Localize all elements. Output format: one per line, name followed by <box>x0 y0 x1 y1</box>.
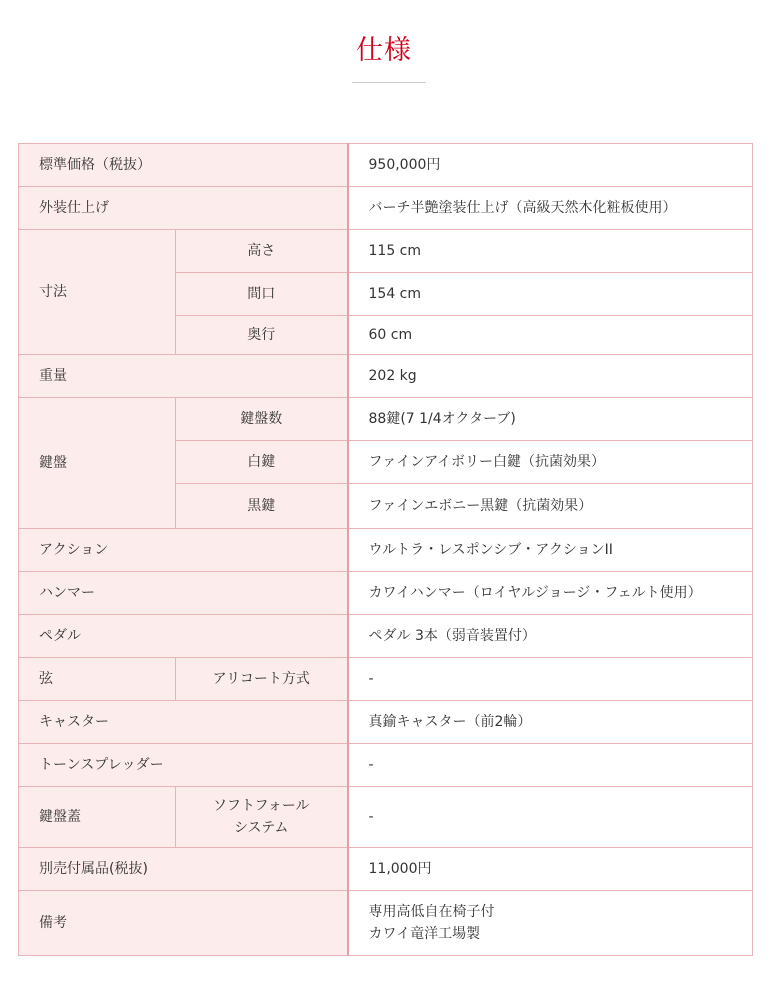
table-row <box>19 848 753 891</box>
row-label: 別売付属品(税抜) <box>19 848 348 891</box>
row-value: - <box>348 658 753 701</box>
sub-label-line-2: システム <box>233 820 289 836</box>
row-value: ファインエボニー黒鍵（抗菌効果） <box>348 484 753 529</box>
table-row <box>19 355 753 398</box>
sub-label: 鍵盤数 <box>176 398 348 441</box>
sub-label: アリコート方式 <box>176 658 348 701</box>
table-row <box>19 398 753 441</box>
notes-line-1: 専用高低自在椅子付 <box>368 904 495 920</box>
table-row <box>19 891 753 956</box>
table-row <box>19 787 753 848</box>
row-label: 外装仕上げ <box>19 187 348 230</box>
row-value: 11,000円 <box>348 848 753 891</box>
row-value: ウルトラ・レスポンシブ・アクションII <box>348 529 753 572</box>
sub-label-line-1: ソフトフォール <box>212 798 310 814</box>
row-value: ペダル 3本（弱音装置付） <box>348 615 753 658</box>
row-label: 重量 <box>19 355 348 398</box>
row-label: 鍵盤蓋 <box>19 787 176 848</box>
sub-label: 奥行 <box>176 316 348 355</box>
sub-label <box>176 787 348 848</box>
row-value: 真鍮キャスター（前2輪） <box>348 701 753 744</box>
table-row <box>19 187 753 230</box>
table-row <box>19 572 753 615</box>
notes-line-2: カワイ竜洋工場製 <box>368 926 481 942</box>
row-label: 備考 <box>19 891 348 956</box>
row-label: 弦 <box>19 658 176 701</box>
title-divider <box>352 82 426 83</box>
row-value: 154 cm <box>348 273 753 316</box>
row-label: ハンマー <box>19 572 348 615</box>
table-row <box>19 529 753 572</box>
sub-label: 間口 <box>176 273 348 316</box>
row-value: - <box>348 744 753 787</box>
table-row <box>19 615 753 658</box>
row-value: 115 cm <box>348 230 753 273</box>
row-value: バーチ半艶塗装仕上げ（高級天然木化粧板使用） <box>348 187 753 230</box>
table-row <box>19 701 753 744</box>
page-title: 仕様 <box>356 35 412 66</box>
row-value: ファインアイボリー白鍵（抗菌効果） <box>348 441 753 484</box>
row-label: キャスター <box>19 701 348 744</box>
row-value: - <box>348 787 753 848</box>
table-row <box>19 230 753 273</box>
row-label: 標準価格（税抜） <box>19 144 348 187</box>
row-label: ペダル <box>19 615 348 658</box>
table-row <box>19 744 753 787</box>
spec-table <box>18 143 753 956</box>
sub-label: 白鍵 <box>176 441 348 484</box>
row-value: 60 cm <box>348 316 753 355</box>
sub-label: 黒鍵 <box>176 484 348 529</box>
row-value <box>348 891 753 956</box>
table-row <box>19 658 753 701</box>
row-label: 寸法 <box>19 230 176 355</box>
table-row <box>19 144 753 187</box>
row-value: 202 kg <box>348 355 753 398</box>
row-value: 950,000円 <box>348 144 753 187</box>
sub-label: 高さ <box>176 230 348 273</box>
row-label: 鍵盤 <box>19 398 176 529</box>
row-value: カワイハンマー（ロイヤルジョージ・フェルト使用） <box>348 572 753 615</box>
row-value: 88鍵(7 1/4オクターブ) <box>348 398 753 441</box>
row-label: アクション <box>19 529 348 572</box>
row-label: トーンスプレッダー <box>19 744 348 787</box>
